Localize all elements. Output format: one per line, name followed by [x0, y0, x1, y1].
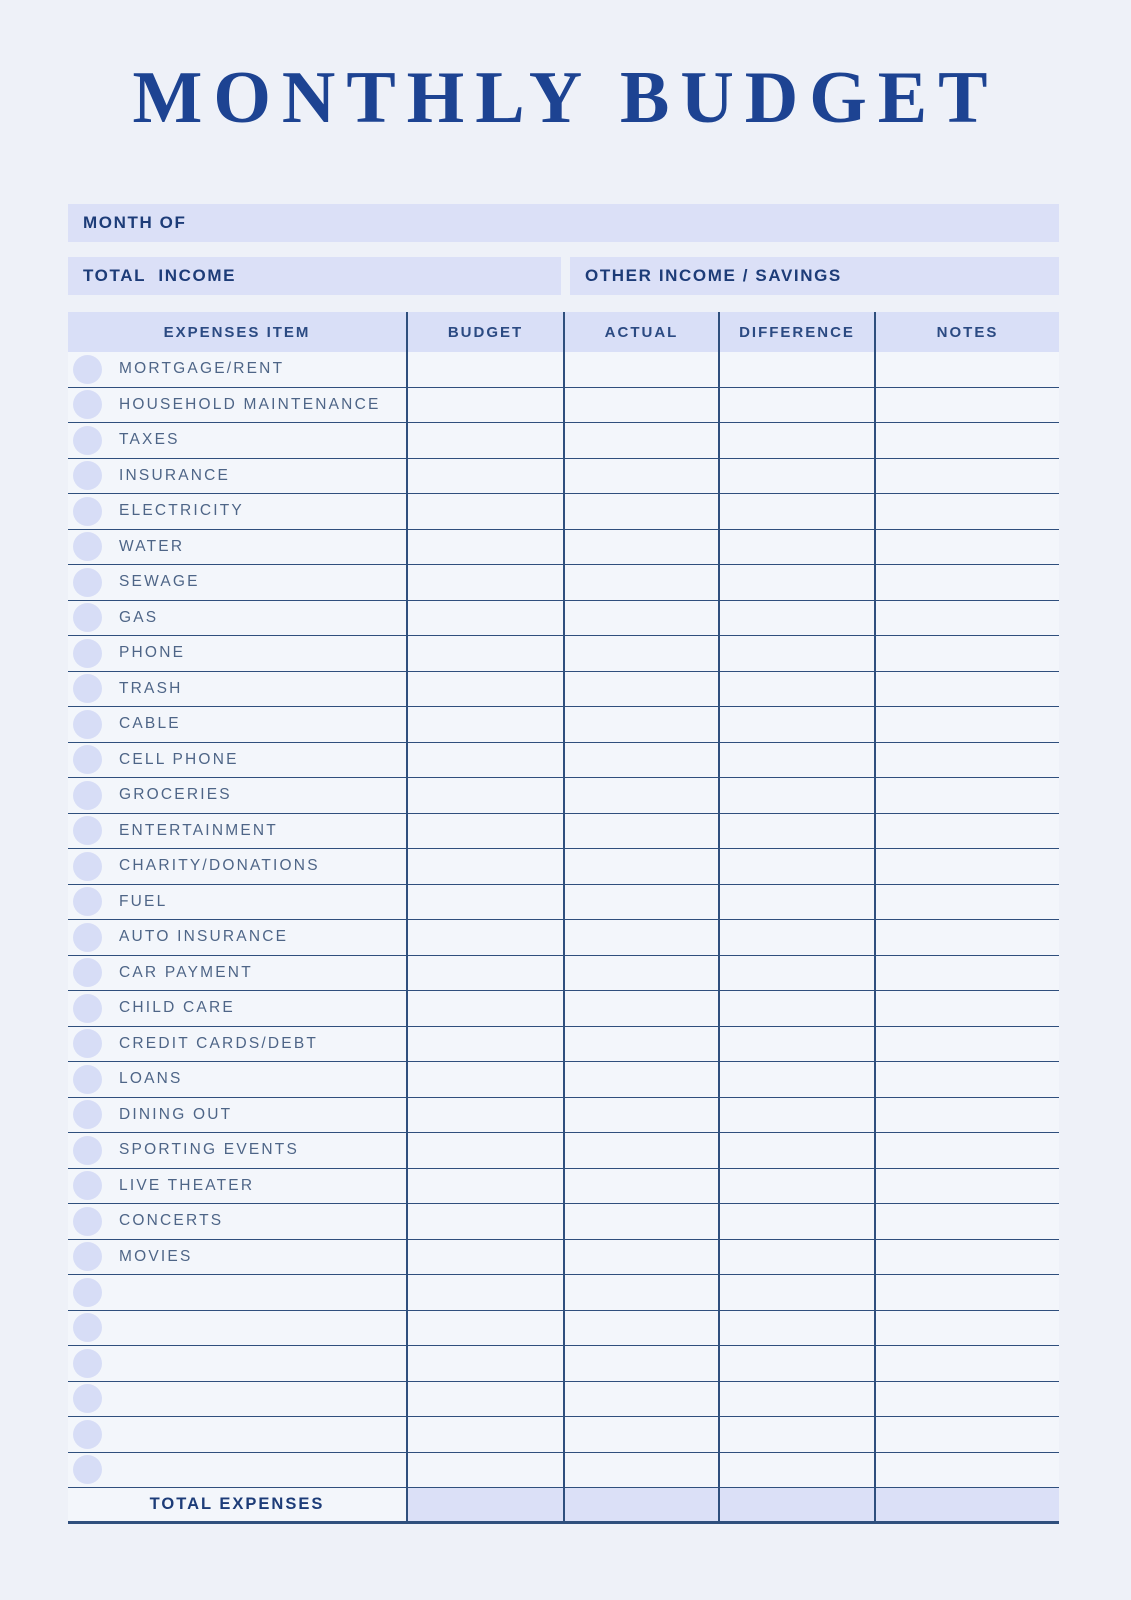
expense-item-label: ENTERTAINMENT — [119, 821, 278, 839]
expense-item-label: WATER — [119, 537, 185, 555]
actual-cell[interactable] — [565, 1382, 720, 1417]
budget-cell[interactable] — [408, 601, 565, 636]
expense-item-cell — [68, 1062, 408, 1097]
row-bullet-icon — [73, 994, 102, 1023]
total-income-field[interactable] — [68, 257, 561, 295]
difference-cell[interactable] — [720, 1169, 876, 1204]
budget-cell[interactable] — [408, 1133, 565, 1168]
budget-cell[interactable] — [408, 956, 565, 991]
expense-item-label: PHONE — [119, 644, 186, 662]
row-bullet-icon — [73, 461, 102, 490]
difference-cell[interactable] — [720, 956, 876, 991]
notes-cell[interactable] — [876, 352, 1059, 387]
column-header-difference: DIFFERENCE — [720, 312, 876, 352]
expense-row — [68, 956, 1059, 992]
row-bullet-icon — [73, 745, 102, 774]
actual-cell[interactable] — [565, 956, 720, 991]
budget-cell[interactable] — [408, 352, 565, 387]
budget-cell[interactable] — [408, 1417, 565, 1452]
month-of-label: MONTH OF — [83, 213, 187, 232]
expense-item-cell — [68, 1098, 408, 1133]
row-bullet-icon — [73, 390, 102, 419]
total-budget-cell[interactable] — [408, 1488, 565, 1521]
expenses-table-body — [68, 352, 1059, 1488]
total-actual-cell[interactable] — [565, 1488, 720, 1521]
row-bullet-icon — [73, 568, 102, 597]
expense-row — [68, 1240, 1059, 1276]
other-income-savings-value[interactable] — [842, 257, 1059, 295]
budget-cell[interactable] — [408, 530, 565, 565]
expense-item-cell — [68, 423, 408, 458]
actual-cell[interactable] — [565, 991, 720, 1026]
budget-cell[interactable] — [408, 991, 565, 1026]
notes-cell[interactable] — [876, 1169, 1059, 1204]
expense-item-cell — [68, 530, 408, 565]
row-bullet-icon — [73, 1420, 102, 1449]
expense-item-label: INSURANCE — [119, 466, 231, 484]
row-bullet-icon — [73, 1136, 102, 1165]
row-bullet-icon — [73, 603, 102, 632]
actual-cell[interactable] — [565, 1098, 720, 1133]
row-bullet-icon — [73, 497, 102, 526]
expense-item-label: MOVIES — [119, 1247, 193, 1265]
actual-cell[interactable] — [565, 1275, 720, 1310]
budget-cell[interactable] — [408, 1382, 565, 1417]
month-of-field[interactable] — [68, 204, 1059, 242]
expense-item-label: GAS — [119, 608, 159, 626]
expense-row — [68, 1382, 1059, 1418]
expense-row — [68, 530, 1059, 566]
difference-cell[interactable] — [720, 1027, 876, 1062]
actual-cell[interactable] — [565, 1346, 720, 1381]
notes-cell[interactable] — [876, 1346, 1059, 1381]
notes-cell[interactable] — [876, 1098, 1059, 1133]
actual-cell[interactable] — [565, 636, 720, 671]
row-bullet-icon — [73, 1100, 102, 1129]
difference-cell[interactable] — [720, 494, 876, 529]
row-bullet-icon — [73, 887, 102, 916]
expense-row — [68, 743, 1059, 779]
difference-cell[interactable] — [720, 1275, 876, 1310]
actual-cell[interactable] — [565, 849, 720, 884]
expense-item-cell — [68, 1417, 408, 1452]
row-bullet-icon — [73, 1455, 102, 1484]
expense-item-label: CHILD CARE — [119, 999, 235, 1017]
row-bullet-icon — [73, 1029, 102, 1058]
budget-cell[interactable] — [408, 1027, 565, 1062]
actual-cell[interactable] — [565, 920, 720, 955]
actual-cell[interactable] — [565, 1240, 720, 1275]
difference-cell[interactable] — [720, 530, 876, 565]
column-header-notes: NOTES — [936, 323, 999, 341]
expense-item-label: ELECTRICITY — [119, 502, 244, 520]
budget-cell[interactable] — [408, 707, 565, 742]
expense-item-cell — [68, 1204, 408, 1239]
actual-cell[interactable] — [565, 459, 720, 494]
row-bullet-icon — [73, 1242, 102, 1271]
expense-row — [68, 1062, 1059, 1098]
notes-cell[interactable] — [876, 672, 1059, 707]
budget-cell[interactable] — [408, 1311, 565, 1346]
notes-cell[interactable] — [876, 1275, 1059, 1310]
budget-cell[interactable] — [408, 1062, 565, 1097]
budget-cell[interactable] — [408, 778, 565, 813]
expense-item-cell — [68, 1027, 408, 1062]
expense-row — [68, 388, 1059, 424]
expense-item-cell — [68, 1133, 408, 1168]
expense-row — [68, 778, 1059, 814]
actual-cell[interactable] — [565, 707, 720, 742]
difference-cell[interactable] — [720, 1098, 876, 1133]
notes-cell[interactable] — [876, 920, 1059, 955]
expense-row — [68, 565, 1059, 601]
difference-cell[interactable] — [720, 1062, 876, 1097]
difference-cell[interactable] — [720, 991, 876, 1026]
expenses-table-header — [68, 312, 1059, 352]
expense-item-cell — [68, 459, 408, 494]
notes-cell[interactable] — [876, 1062, 1059, 1097]
expense-row — [68, 1204, 1059, 1240]
expense-item-cell — [68, 352, 408, 387]
difference-cell[interactable] — [720, 1311, 876, 1346]
difference-cell[interactable] — [720, 1417, 876, 1452]
expense-row — [68, 1133, 1059, 1169]
difference-cell[interactable] — [720, 707, 876, 742]
expense-row — [68, 1311, 1059, 1347]
expense-item-cell — [68, 991, 408, 1026]
actual-cell[interactable] — [565, 1417, 720, 1452]
expense-item-label: MORTGAGE/RENT — [119, 360, 285, 378]
expense-item-label: HOUSEHOLD MAINTENANCE — [119, 395, 381, 413]
expense-row — [68, 423, 1059, 459]
expense-item-cell — [68, 814, 408, 849]
budget-cell[interactable] — [408, 672, 565, 707]
other-income-savings-label: OTHER INCOME / SAVINGS — [585, 266, 842, 285]
row-bullet-icon — [73, 852, 102, 881]
budget-cell[interactable] — [408, 743, 565, 778]
total-income-label: TOTAL INCOME — [83, 266, 237, 285]
budget-cell[interactable] — [408, 565, 565, 600]
expense-item-cell — [68, 636, 408, 671]
budget-cell[interactable] — [408, 1204, 565, 1239]
expense-row — [68, 1098, 1059, 1134]
actual-cell[interactable] — [565, 743, 720, 778]
expense-item-cell — [68, 565, 408, 600]
row-bullet-icon — [73, 1313, 102, 1342]
difference-cell[interactable] — [720, 672, 876, 707]
notes-cell[interactable] — [876, 1417, 1059, 1452]
difference-cell[interactable] — [720, 849, 876, 884]
notes-cell[interactable] — [876, 1382, 1059, 1417]
difference-cell[interactable] — [720, 601, 876, 636]
notes-cell[interactable] — [876, 956, 1059, 991]
difference-cell[interactable] — [720, 1346, 876, 1381]
budget-cell[interactable] — [408, 1346, 565, 1381]
total-expenses-row — [68, 1488, 1059, 1524]
notes-cell[interactable] — [876, 743, 1059, 778]
row-bullet-icon — [73, 355, 102, 384]
row-bullet-icon — [73, 923, 102, 952]
page-title: MONTHLY BUDGET — [132, 57, 999, 139]
difference-cell[interactable] — [720, 1240, 876, 1275]
expense-item-cell — [68, 494, 408, 529]
difference-cell[interactable] — [720, 778, 876, 813]
expense-item-cell — [68, 778, 408, 813]
actual-cell[interactable] — [565, 601, 720, 636]
row-bullet-icon — [73, 958, 102, 987]
budget-cell[interactable] — [408, 388, 565, 423]
row-bullet-icon — [73, 426, 102, 455]
expense-row — [68, 636, 1059, 672]
expense-item-cell — [68, 920, 408, 955]
notes-cell[interactable] — [876, 601, 1059, 636]
notes-cell[interactable] — [876, 636, 1059, 671]
expense-item-label: FUEL — [119, 892, 168, 910]
expense-row — [68, 885, 1059, 921]
expense-row — [68, 991, 1059, 1027]
notes-cell[interactable] — [876, 885, 1059, 920]
expense-item-cell — [68, 1382, 408, 1417]
expense-item-label: TRASH — [119, 679, 183, 697]
total-notes-cell[interactable] — [876, 1488, 1059, 1521]
budget-cell[interactable] — [408, 920, 565, 955]
expense-item-label: SEWAGE — [119, 573, 200, 591]
expense-row — [68, 920, 1059, 956]
expense-item-label: AUTO INSURANCE — [119, 928, 289, 946]
difference-cell[interactable] — [720, 1204, 876, 1239]
notes-cell[interactable] — [876, 565, 1059, 600]
expense-row — [68, 1417, 1059, 1453]
expense-item-cell — [68, 388, 408, 423]
actual-cell[interactable] — [565, 494, 720, 529]
expense-item-label: CABLE — [119, 715, 181, 733]
budget-cell[interactable] — [408, 885, 565, 920]
actual-cell[interactable] — [565, 1311, 720, 1346]
difference-cell[interactable] — [720, 352, 876, 387]
row-bullet-icon — [73, 639, 102, 668]
actual-cell[interactable] — [565, 885, 720, 920]
row-bullet-icon — [73, 1278, 102, 1307]
expense-item-label: LOANS — [119, 1070, 183, 1088]
expense-item-cell — [68, 956, 408, 991]
expense-item-label: SPORTING EVENTS — [119, 1141, 299, 1159]
expenses-table — [68, 312, 1059, 1524]
expense-item-label: CAR PAYMENT — [119, 963, 253, 981]
expense-item-cell — [68, 1240, 408, 1275]
expense-row — [68, 707, 1059, 743]
expense-row — [68, 1027, 1059, 1063]
notes-cell[interactable] — [876, 778, 1059, 813]
actual-cell[interactable] — [565, 530, 720, 565]
expense-item-cell — [68, 1311, 408, 1346]
expense-item-label: CELL PHONE — [119, 750, 239, 768]
total-income-value[interactable] — [236, 257, 561, 295]
difference-cell[interactable] — [720, 388, 876, 423]
notes-cell[interactable] — [876, 1311, 1059, 1346]
difference-cell[interactable] — [720, 636, 876, 671]
row-bullet-icon — [73, 1065, 102, 1094]
budget-cell[interactable] — [408, 1275, 565, 1310]
expense-item-cell — [68, 707, 408, 742]
budget-cell[interactable] — [408, 1098, 565, 1133]
row-bullet-icon — [73, 674, 102, 703]
difference-cell[interactable] — [720, 423, 876, 458]
total-difference-cell[interactable] — [720, 1488, 876, 1521]
difference-cell[interactable] — [720, 814, 876, 849]
actual-cell[interactable] — [565, 1453, 720, 1488]
notes-cell[interactable] — [876, 991, 1059, 1026]
budget-cell[interactable] — [408, 1453, 565, 1488]
expense-row — [68, 814, 1059, 850]
expense-item-cell — [68, 1453, 408, 1488]
month-of-value[interactable] — [186, 204, 1059, 242]
difference-cell[interactable] — [720, 565, 876, 600]
budget-cell[interactable] — [408, 849, 565, 884]
difference-cell[interactable] — [720, 885, 876, 920]
budget-cell[interactable] — [408, 423, 565, 458]
notes-cell[interactable] — [876, 1453, 1059, 1488]
row-bullet-icon — [73, 1207, 102, 1236]
notes-cell[interactable] — [876, 814, 1059, 849]
notes-cell[interactable] — [876, 707, 1059, 742]
actual-cell[interactable] — [565, 423, 720, 458]
expense-item-cell — [68, 743, 408, 778]
expense-item-label: CREDIT CARDS/DEBT — [119, 1034, 319, 1052]
actual-cell[interactable] — [565, 814, 720, 849]
total-expenses-label: TOTAL EXPENSES — [68, 1488, 408, 1521]
notes-cell[interactable] — [876, 849, 1059, 884]
actual-cell[interactable] — [565, 1062, 720, 1097]
column-header-budget: BUDGET — [408, 312, 565, 352]
row-bullet-icon — [73, 816, 102, 845]
expense-item-cell — [68, 1346, 408, 1381]
difference-cell[interactable] — [720, 1453, 876, 1488]
actual-cell[interactable] — [565, 1027, 720, 1062]
expense-item-cell — [68, 1275, 408, 1310]
expense-item-cell — [68, 1169, 408, 1204]
expense-row — [68, 1275, 1059, 1311]
row-bullet-icon — [73, 1384, 102, 1413]
expense-row — [68, 672, 1059, 708]
expense-row — [68, 1169, 1059, 1205]
notes-cell[interactable] — [876, 494, 1059, 529]
actual-cell[interactable] — [565, 1204, 720, 1239]
row-bullet-icon — [73, 710, 102, 739]
difference-cell[interactable] — [720, 459, 876, 494]
expense-item-label: TAXES — [119, 431, 180, 449]
column-header-expenses-item: EXPENSES ITEM — [68, 312, 408, 352]
notes-cell[interactable] — [876, 1027, 1059, 1062]
actual-cell[interactable] — [565, 778, 720, 813]
other-income-savings-field[interactable] — [570, 257, 1059, 295]
difference-cell[interactable] — [720, 920, 876, 955]
expense-row — [68, 352, 1059, 388]
expense-item-cell — [68, 849, 408, 884]
budget-cell[interactable] — [408, 636, 565, 671]
row-bullet-icon — [73, 781, 102, 810]
actual-cell[interactable] — [565, 1169, 720, 1204]
expense-row — [68, 459, 1059, 495]
expense-row — [68, 1453, 1059, 1489]
row-bullet-icon — [73, 532, 102, 561]
expense-item-label: LIVE THEATER — [119, 1176, 255, 1194]
budget-cell[interactable] — [408, 1240, 565, 1275]
expense-row — [68, 601, 1059, 637]
actual-cell[interactable] — [565, 388, 720, 423]
column-header-actual: ACTUAL — [565, 312, 720, 352]
actual-cell[interactable] — [565, 565, 720, 600]
notes-cell[interactable] — [876, 423, 1059, 458]
notes-cell[interactable] — [876, 1204, 1059, 1239]
budget-cell[interactable] — [408, 1169, 565, 1204]
expense-item-cell — [68, 885, 408, 920]
notes-cell[interactable] — [876, 1133, 1059, 1168]
budget-cell[interactable] — [408, 494, 565, 529]
notes-cell[interactable] — [876, 530, 1059, 565]
actual-cell[interactable] — [565, 352, 720, 387]
difference-cell[interactable] — [720, 743, 876, 778]
budget-cell[interactable] — [408, 459, 565, 494]
income-section — [68, 257, 1059, 295]
expense-row — [68, 1346, 1059, 1382]
notes-cell[interactable] — [876, 388, 1059, 423]
budget-cell[interactable] — [408, 814, 565, 849]
actual-cell[interactable] — [565, 1133, 720, 1168]
notes-cell[interactable] — [876, 459, 1059, 494]
expense-item-label: CONCERTS — [119, 1212, 224, 1230]
expense-item-label: GROCERIES — [119, 786, 232, 804]
notes-cell[interactable] — [876, 1240, 1059, 1275]
row-bullet-icon — [73, 1349, 102, 1378]
expense-item-label: DINING OUT — [119, 1105, 233, 1123]
actual-cell[interactable] — [565, 672, 720, 707]
expense-row — [68, 494, 1059, 530]
difference-cell[interactable] — [720, 1133, 876, 1168]
difference-cell[interactable] — [720, 1382, 876, 1417]
expense-row — [68, 849, 1059, 885]
expense-item-cell — [68, 672, 408, 707]
expense-item-label: CHARITY/DONATIONS — [119, 857, 320, 875]
expense-item-cell — [68, 601, 408, 636]
row-bullet-icon — [73, 1171, 102, 1200]
